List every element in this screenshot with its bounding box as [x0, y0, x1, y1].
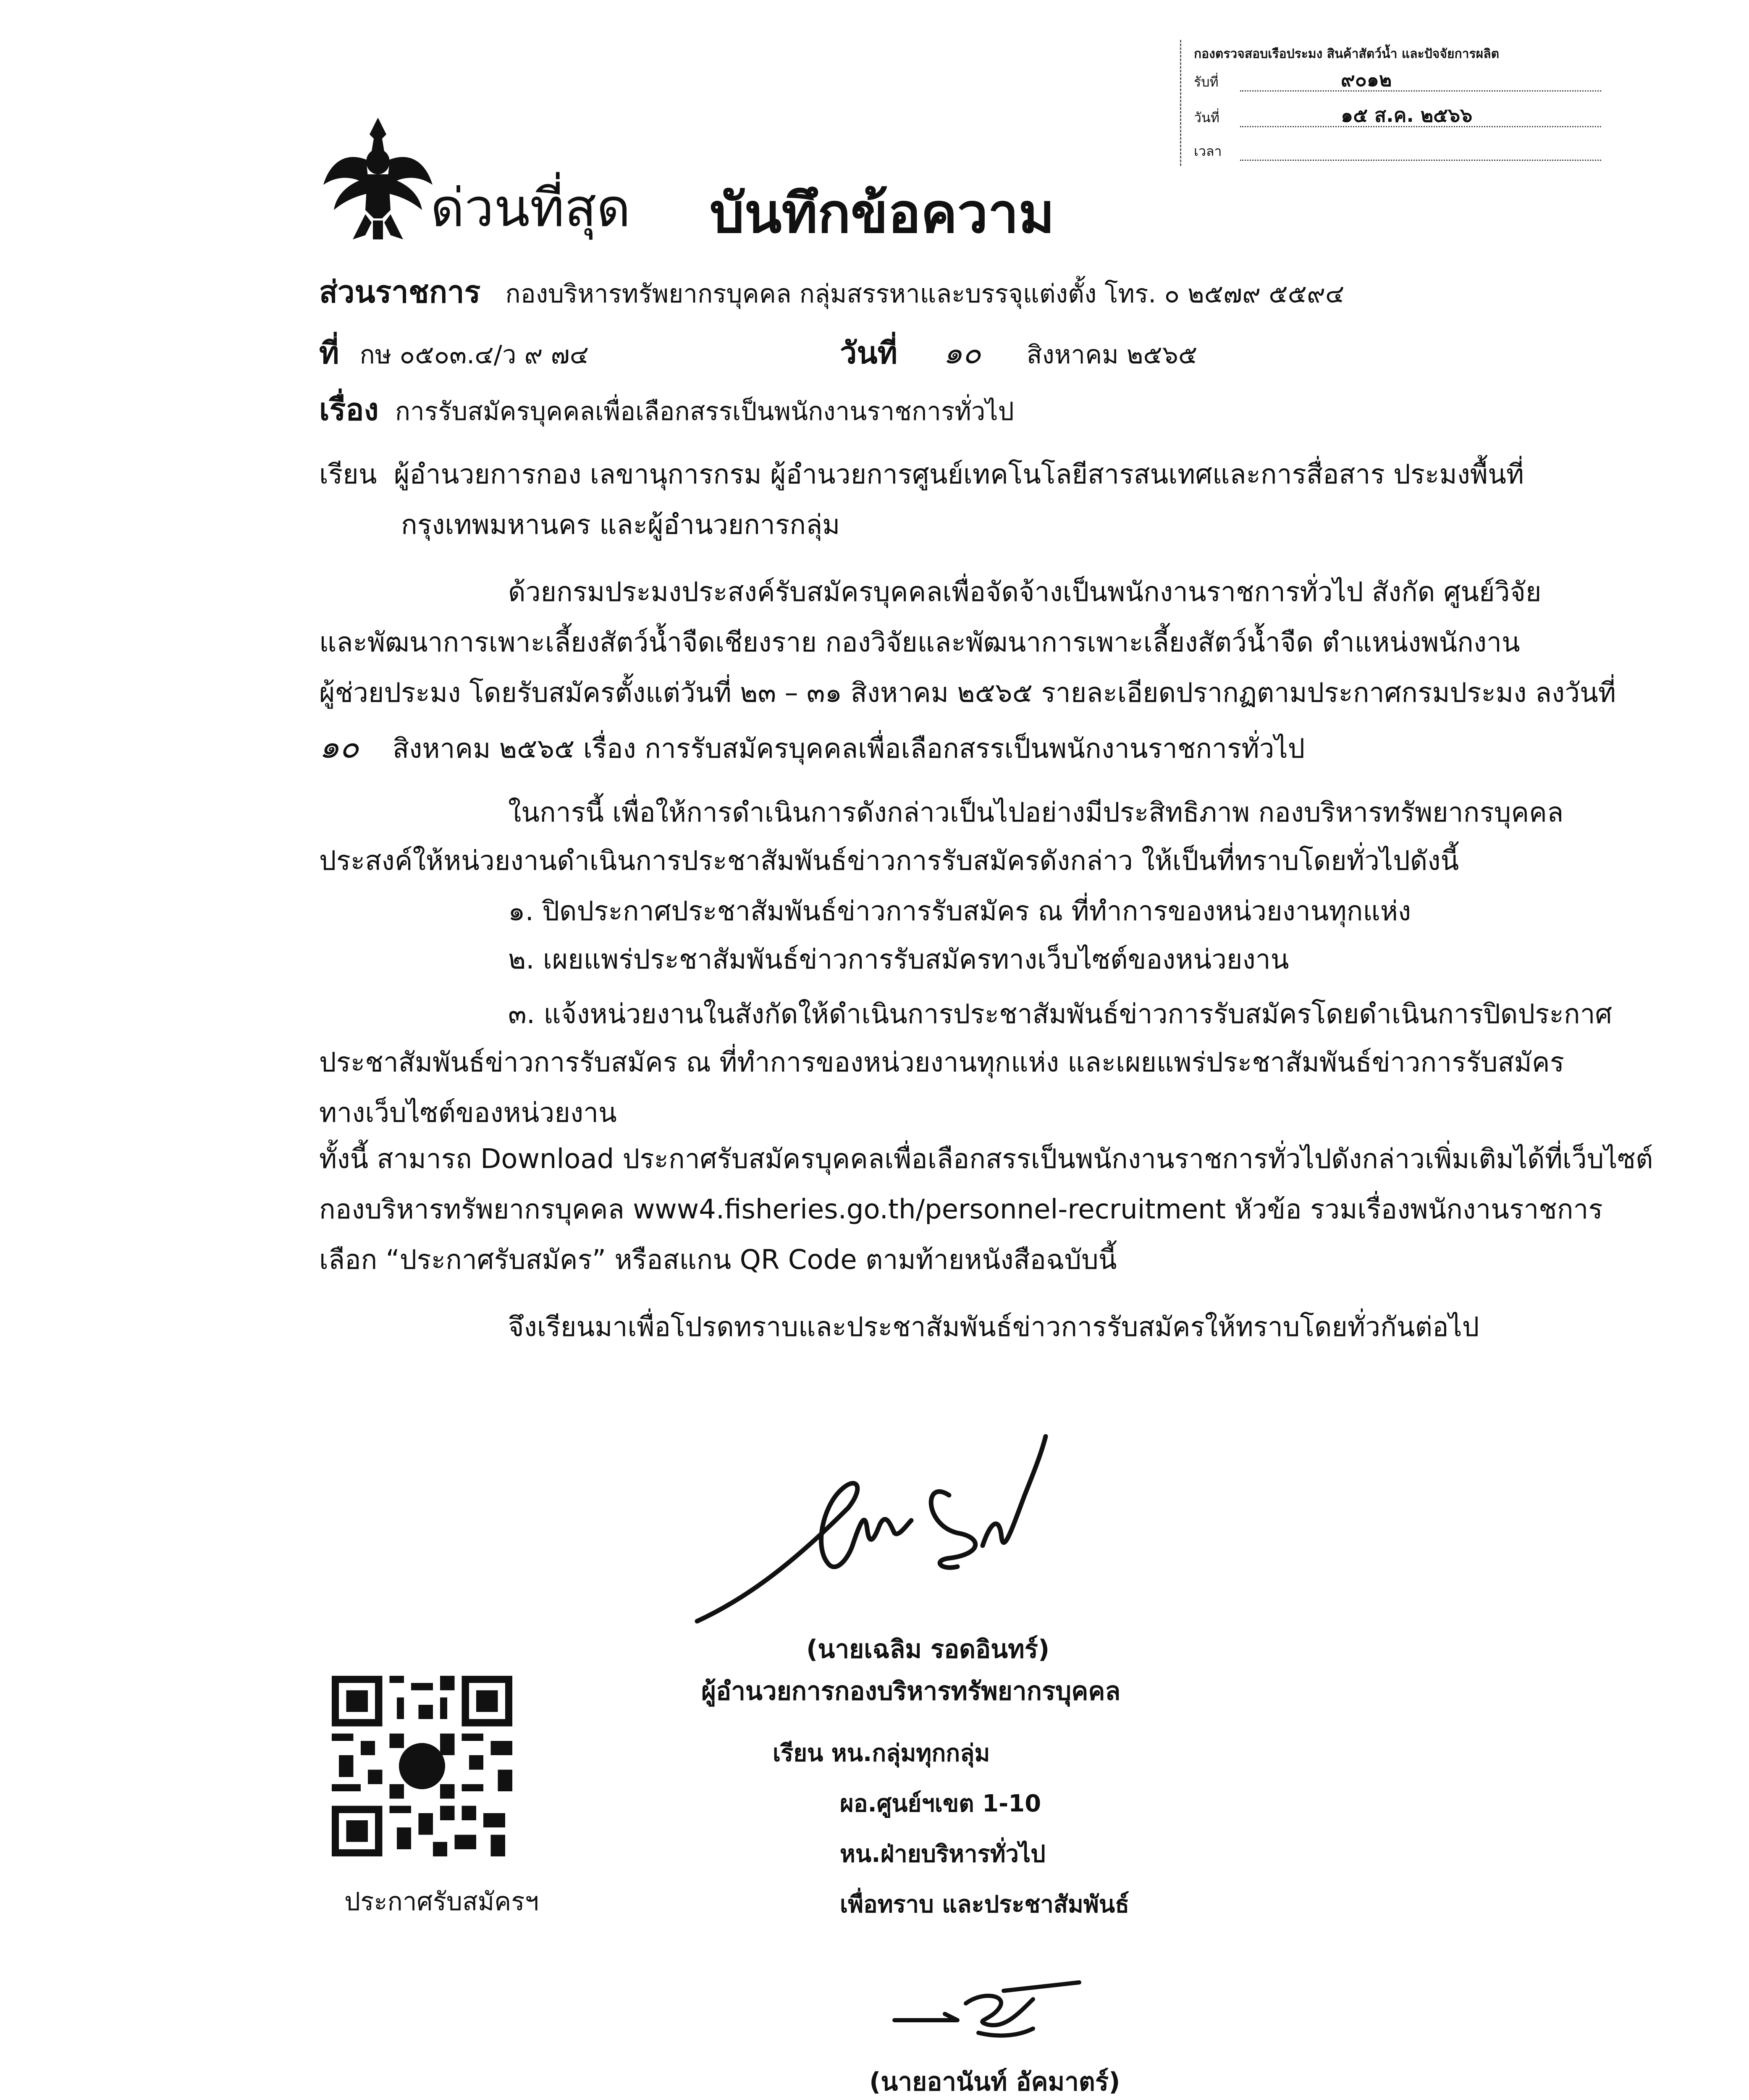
- salutation-line1: [319, 458, 1524, 491]
- body-p1-line4: [319, 727, 1305, 766]
- subject-line: [319, 391, 1014, 428]
- list-item-2: ๒. เผยแพร่ประชาสัมพันธ์ข่าวการรับสมัครทางเว็บไซต์ของหน่วยงาน: [508, 944, 1289, 975]
- body-p3-line3: เลือก “ประกาศรับสมัคร” หรือสแกน QR Code ตามท้ายหนังสือฉบับนี้: [319, 1244, 1117, 1276]
- list-item-3-line2: ประชาสัมพันธ์ข่าวการรับสมัคร ณ ที่ทำการของหน่วยงานทุกแห่ง และเผยแพร่ประชาสัมพันธ์ข่าวการรับสมัคร: [319, 1047, 1564, 1078]
- body-p3-line1: ทั้งนี้ สามารถ Download ประกาศรับสมัครบุคคลเพื่อเลือกสรรเป็นพนักงานราชการทั่วไปดังกล่าวเพิ่มเติมได้ที่เว็บไซต์: [319, 1144, 1653, 1175]
- list-item-3-line1: ๓. แจ้งหน่วยงานในสังกัดให้ดำเนินการประชาสัมพันธ์ข่าวการรับสมัครโดยดำเนินการปิดประกาศ: [508, 999, 1613, 1030]
- stamp-time-label: เวลา: [1194, 143, 1222, 159]
- salutation-label: เรียน: [319, 459, 377, 490]
- routing-line3: หน.ฝ่ายบริหารทั่วไป: [840, 1840, 1046, 1868]
- signatory-1-name: (นายเฉลิม รอดอินทร์): [806, 1635, 1050, 1664]
- routing-line1: เรียน หน.กลุ่มทุกกลุ่ม: [773, 1740, 990, 1767]
- subject-value: การรับสมัครบุคคลเพื่อเลือกสรรเป็นพนักงานราชการทั่วไป: [395, 397, 1014, 426]
- stamp-line: [1240, 160, 1601, 161]
- body-p1-line1: ด้วยกรมประมงประสงค์รับสมัครบุคคลเพื่อจัดจ้างเป็นพนักงานราชการทั่วไป สังกัด ศูนย์วิจัย: [508, 577, 1542, 608]
- list-item-1: ๑. ปิดประกาศประชาสัมพันธ์ข่าวการรับสมัคร ณ ที่ทำการของหน่วยงานทุกแห่ง: [508, 896, 1411, 927]
- memo-date-day: ๑๐: [943, 335, 981, 370]
- subject-label: เรื่อง: [319, 392, 379, 427]
- agency-value: กองบริหารทรัพยากรบุคคล กลุ่มสรรหาและบรรจุแต่งตั้ง โทร. ๐ ๒๕๗๙ ๕๕๙๔: [505, 279, 1345, 309]
- agency-line: [319, 273, 1344, 311]
- agency-label: ส่วนราชการ: [319, 274, 481, 310]
- stamp-received-label: รับที่: [1194, 74, 1219, 90]
- body-p1-line2: และพัฒนาการเพาะเลี้ยงสัตว์น้ำจืดเชียงราย กองวิจัยและพัฒนาการเพาะเลี้ยงสัตว์น้ำจืด ตำแหน่งพนักงาน: [319, 627, 1520, 658]
- signature-2-icon: [882, 1974, 1092, 2058]
- signatory-1-position: ผู้อำนวยการกองบริหารทรัพยากรบุคคล: [701, 1677, 1121, 1706]
- list-item-3-line3: ทางเว็บไซต์ของหน่วยงาน: [319, 1097, 617, 1129]
- garuda-emblem-icon: [319, 113, 437, 244]
- body-p3-line2: กองบริหารทรัพยากรบุคคล www4.fisheries.go.th/personnel-recruitment หัวข้อ รวมเรื่องพนักงานราชการ: [319, 1194, 1603, 1225]
- ref-line: [319, 334, 589, 372]
- stamp-date-value: ๑๕ ส.ค. ๒๕๖๖: [1341, 104, 1473, 126]
- announcement-day: ๑๐: [319, 728, 359, 765]
- ref-value: กษ ๐๕๐๓.๔/ว ๙ ๗๔: [359, 340, 589, 370]
- memo-date-rest: สิงหาคม ๒๕๖๕: [1026, 340, 1198, 370]
- salutation-line2: กรุงเทพมหานคร และผู้อำนวยการกลุ่ม: [401, 509, 840, 541]
- stamp-date-label: วันที่: [1194, 110, 1219, 126]
- stamp-received-no: ๙๐๑๒: [1341, 68, 1392, 91]
- ref-label: ที่: [319, 335, 339, 370]
- routing-line2: ผอ.ศูนย์ฯเขต 1-10: [840, 1790, 1041, 1817]
- announcement-rest: สิงหาคม ๒๕๖๕ เรื่อง การรับสมัครบุคคลเพื่อเลือกสรรเป็นพนักงานราชการทั่วไป: [392, 733, 1305, 764]
- receipt-stamp: [1180, 40, 1618, 166]
- memo-date-line: [840, 334, 1197, 372]
- body-p1-line3: ผู้ช่วยประมง โดยรับสมัครตั้งแต่วันที่ ๒๓ – ๓๑ สิงหาคม ๒๕๖๕ รายละเอียดปรากฏตามประกาศกรมประมง ลงวันที่: [319, 677, 1616, 709]
- body-p2-line2: ประสงค์ให้หน่วยงานดำเนินการประชาสัมพันธ์ข่าวการรับสมัครดังกล่าว ให้เป็นที่ทราบโดยทั่วไปดังนี้: [319, 845, 1459, 877]
- signatory-2-name: (นายอานันท์ อัคมาตร์): [869, 2067, 1120, 2097]
- qr-code-icon[interactable]: [332, 1676, 512, 1856]
- salutation-text: ผู้อำนวยการกอง เลขานุการกรม ผู้อำนวยการศูนย์เทคโนโลยีสารสนเทศและการสื่อสาร ประมงพื้นที่: [393, 459, 1524, 490]
- signature-1-icon: [689, 1420, 1151, 1638]
- routing-line4: เพื่อทราบ และประชาสัมพันธ์: [840, 1891, 1130, 1918]
- stamp-org: กองตรวจสอบเรือประมง สินค้าสัตว์น้ำ และปัจจัยการผลิต: [1194, 47, 1500, 61]
- urgency-label: ด่วนที่สุด: [430, 178, 631, 239]
- stamp-line: [1240, 90, 1601, 92]
- closing-line: จึงเรียนมาเพื่อโปรดทราบและประชาสัมพันธ์ข่าวการรับสมัครให้ทราบโดยทั่วกันต่อไป: [508, 1312, 1479, 1343]
- memo-date-label: วันที่: [840, 335, 898, 370]
- body-p2-line1: ในการนี้ เพื่อให้การดำเนินการดังกล่าวเป็นไปอย่างมีประสิทธิภาพ กองบริหารทรัพยากรบุคคล: [508, 797, 1564, 828]
- memo-title: บันทึกข้อความ: [710, 181, 1055, 245]
- qr-caption: ประกาศรับสมัครฯ: [344, 1887, 539, 1916]
